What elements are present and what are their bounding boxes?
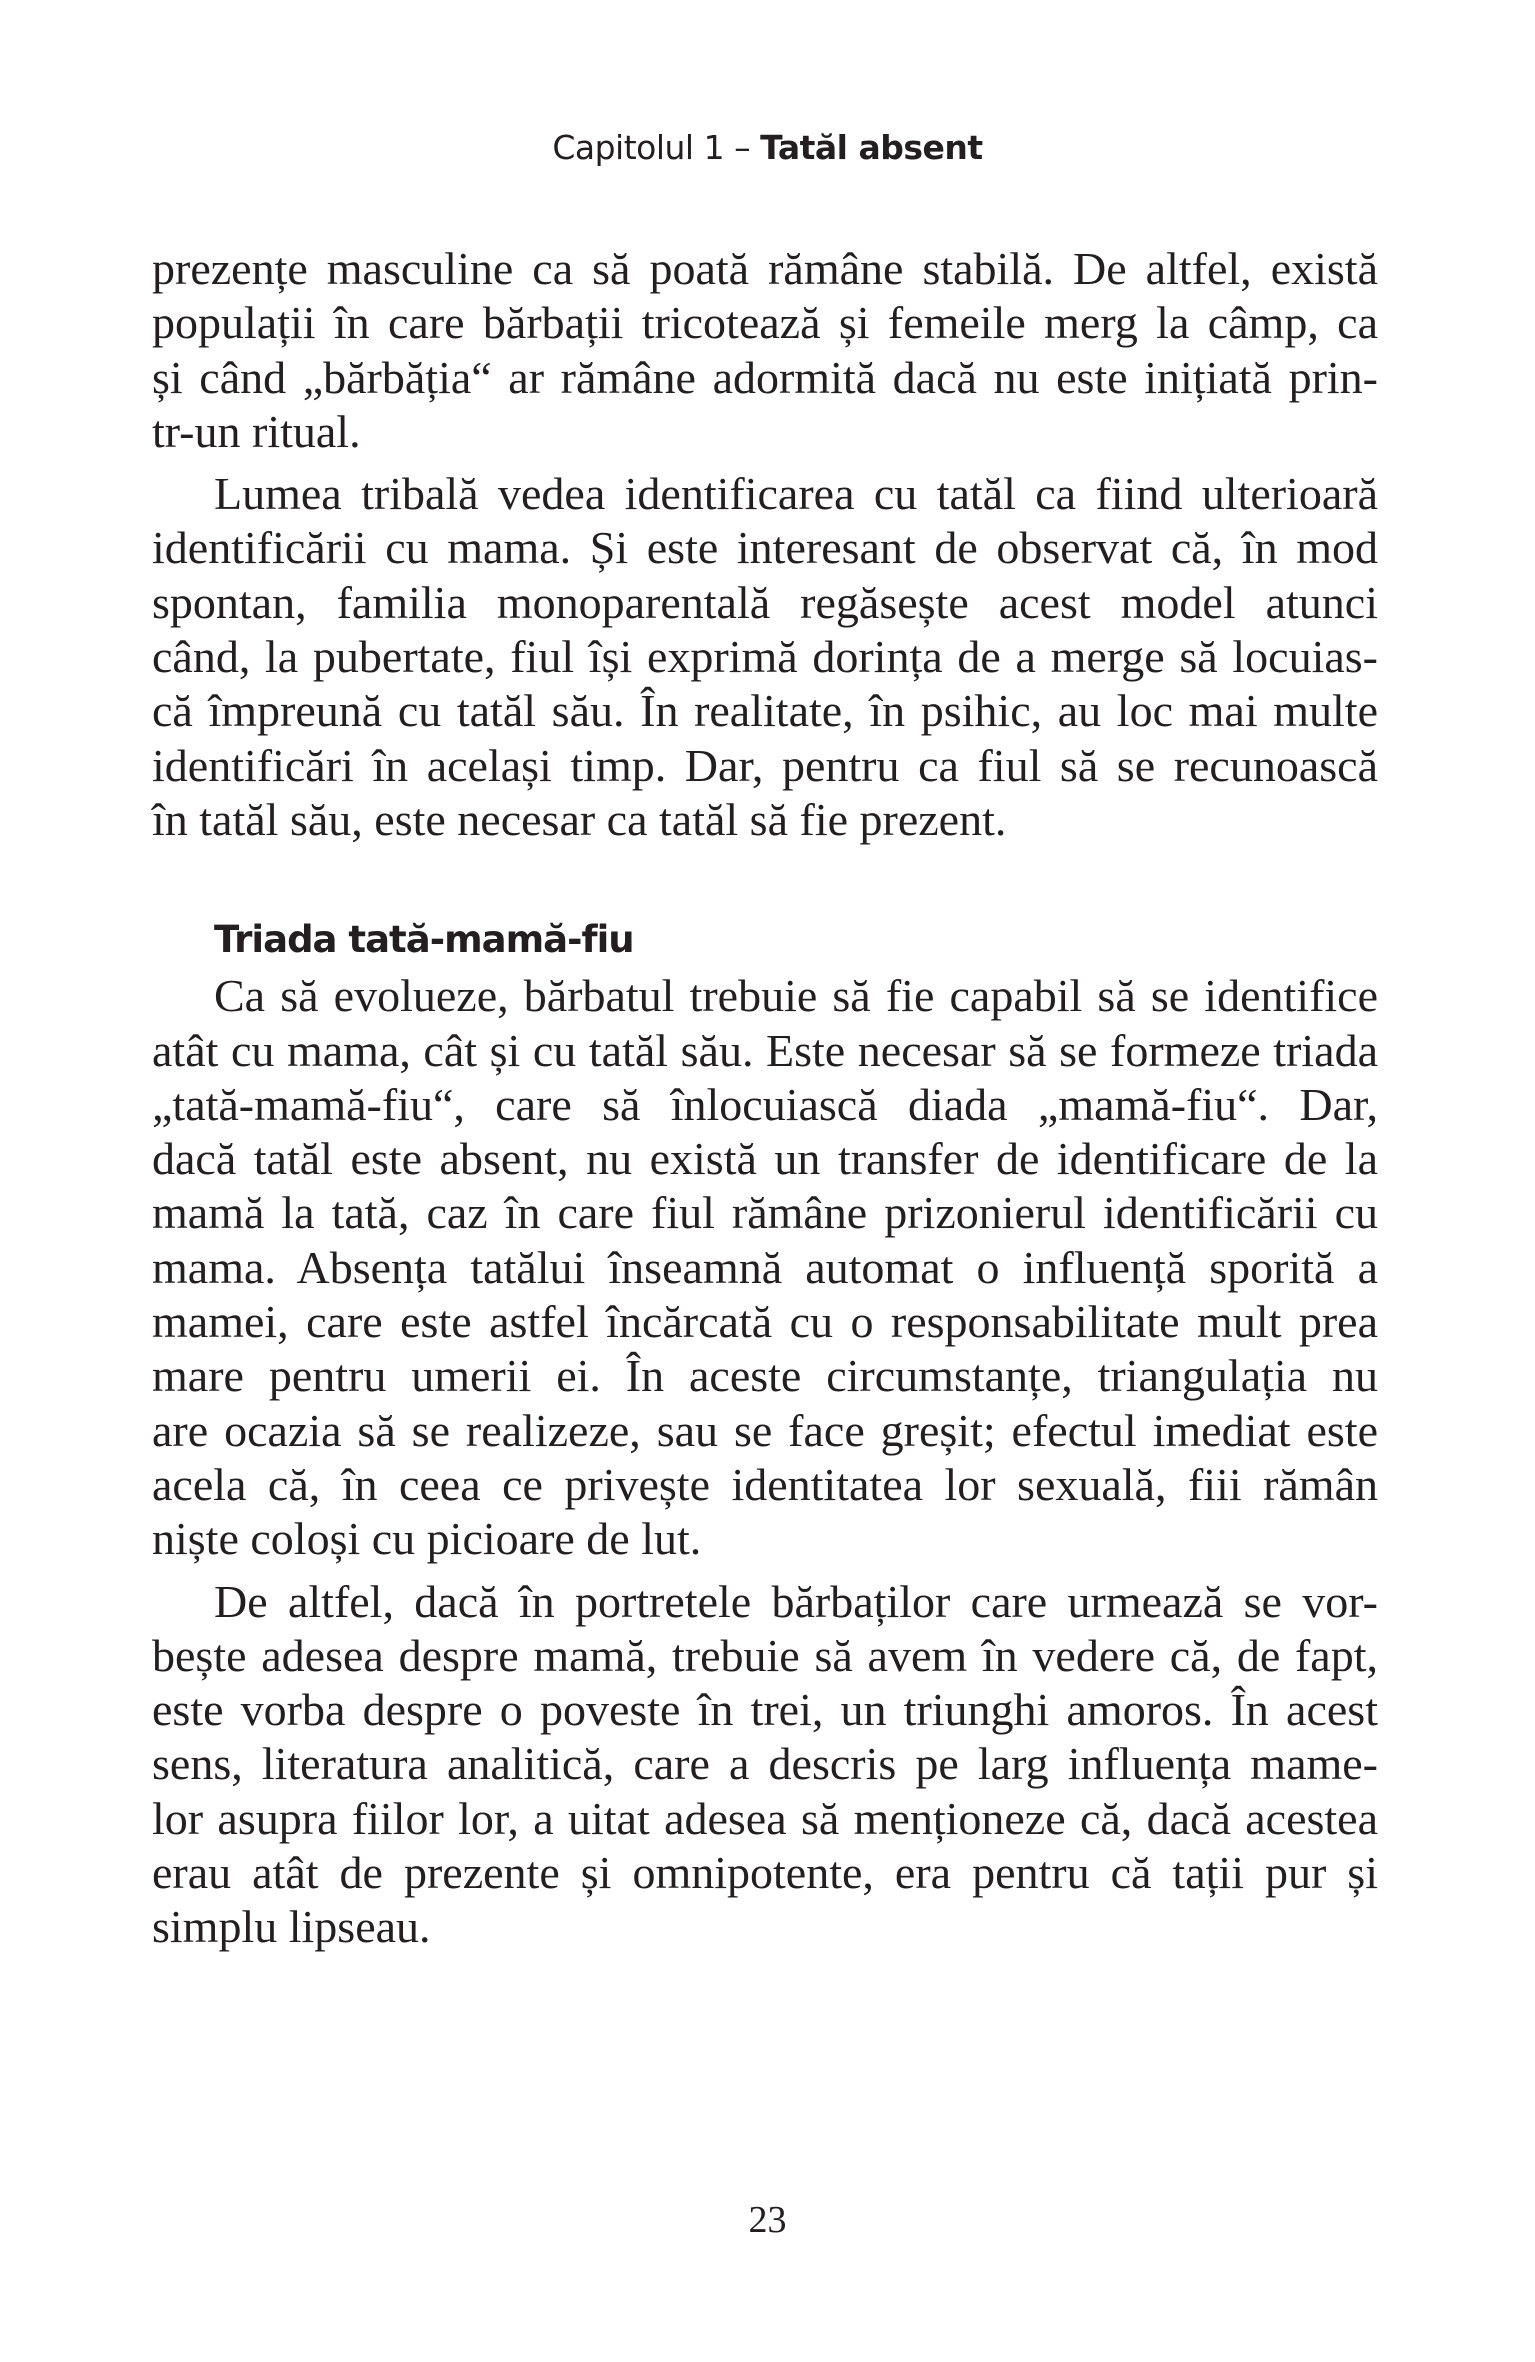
text-line: mama. Absența tatălui înseamnă automat o influență sporită a xyxy=(152,1241,1378,1293)
text-line: De altfel, dacă în portretele bărbaților care urmează se vor- xyxy=(214,1575,1378,1627)
running-header xyxy=(0,128,1535,167)
text-line: populații în care bărbații tricotează și femeile merg la câmp, ca xyxy=(152,297,1378,349)
text-line: niște coloși cu picioare de lut. xyxy=(152,1513,702,1565)
text-line: că împreună cu tatăl său. În realitate, în psihic, au loc mai multe xyxy=(152,685,1378,737)
text-line: mamă la tată, caz în care fiul rămâne prizonierul identificării cu xyxy=(152,1187,1378,1239)
text-line: este vorba despre o poveste în trei, un triunghi amoros. În acest xyxy=(152,1684,1378,1736)
paragraph xyxy=(152,242,1378,459)
paragraph xyxy=(152,467,1378,847)
text-line: în tatăl său, este necesar ca tatăl să fie prezent. xyxy=(152,793,1007,845)
text-line: tr-un ritual. xyxy=(152,405,361,457)
paragraph xyxy=(152,969,1378,1566)
text-line: identificării cu mama. Și este interesant de observat că, în mod xyxy=(152,522,1378,574)
text-line: atât cu mama, cât și cu tatăl său. Este necesar să se formeze triada xyxy=(152,1024,1378,1076)
chapter-title: Tatăl absent xyxy=(760,128,983,167)
text-line: Ca să evolueze, bărbatul trebuie să fie capabil să se identifice xyxy=(214,970,1378,1022)
page-number: 23 xyxy=(748,2199,787,2241)
text-line: mare pentru umerii ei. În aceste circumstanțe, triangulația nu xyxy=(152,1350,1378,1402)
text-line: prezențe masculine ca să poată rămâne stabilă. De altfel, există xyxy=(152,243,1378,294)
text-line: sens, literatura analitică, care a descris pe larg influența mame- xyxy=(152,1738,1378,1790)
page-body xyxy=(152,242,1378,1955)
text-line: mamei, care este astfel încărcată cu o responsabilitate mult prea xyxy=(152,1296,1378,1348)
text-line: acela că, în ceea ce privește identitatea lor sexuală, fiii rămân xyxy=(152,1458,1378,1510)
text-line: dacă tatăl este absent, nu există un transfer de identificare de la xyxy=(152,1133,1378,1185)
text-line: simplu lipseau. xyxy=(152,1901,431,1953)
chapter-label: Capitolul 1 – xyxy=(552,128,761,167)
text-line: „tată-mamă-fiu“, care să înlocuiască diada „mamă-fiu“. Dar, xyxy=(152,1078,1378,1130)
text-line: și când „bărbăția“ ar rămâne adormită dacă nu este inițiată prin- xyxy=(152,351,1378,403)
paragraph xyxy=(152,1575,1378,1955)
text-line: spontan, familia monoparentală regăsește acest model atunci xyxy=(152,576,1378,628)
text-line: bește adesea despre mamă, trebuie să avem în vedere că, de fapt, xyxy=(152,1629,1378,1681)
text-line: are ocazia să se realizeze, sau se face greșit; efectul imediat este xyxy=(152,1404,1378,1456)
section-heading: Triada tată-mamă-fiu xyxy=(214,918,634,962)
text-line: când, la pubertate, fiul își exprimă dorința de a merge să locuias- xyxy=(152,631,1378,683)
text-line: erau atât de prezente și omnipotente, era pentru că tații pur și xyxy=(152,1847,1378,1899)
text-line: identificări în același timp. Dar, pentru ca fiul să se recunoască xyxy=(152,739,1378,791)
text-line: lor asupra fiilor lor, a uitat adesea să menționeze că, dacă acestea xyxy=(152,1792,1378,1844)
text-line: Lumea tribală vedea identificarea cu tatăl ca fiind ulterioară xyxy=(214,468,1378,520)
